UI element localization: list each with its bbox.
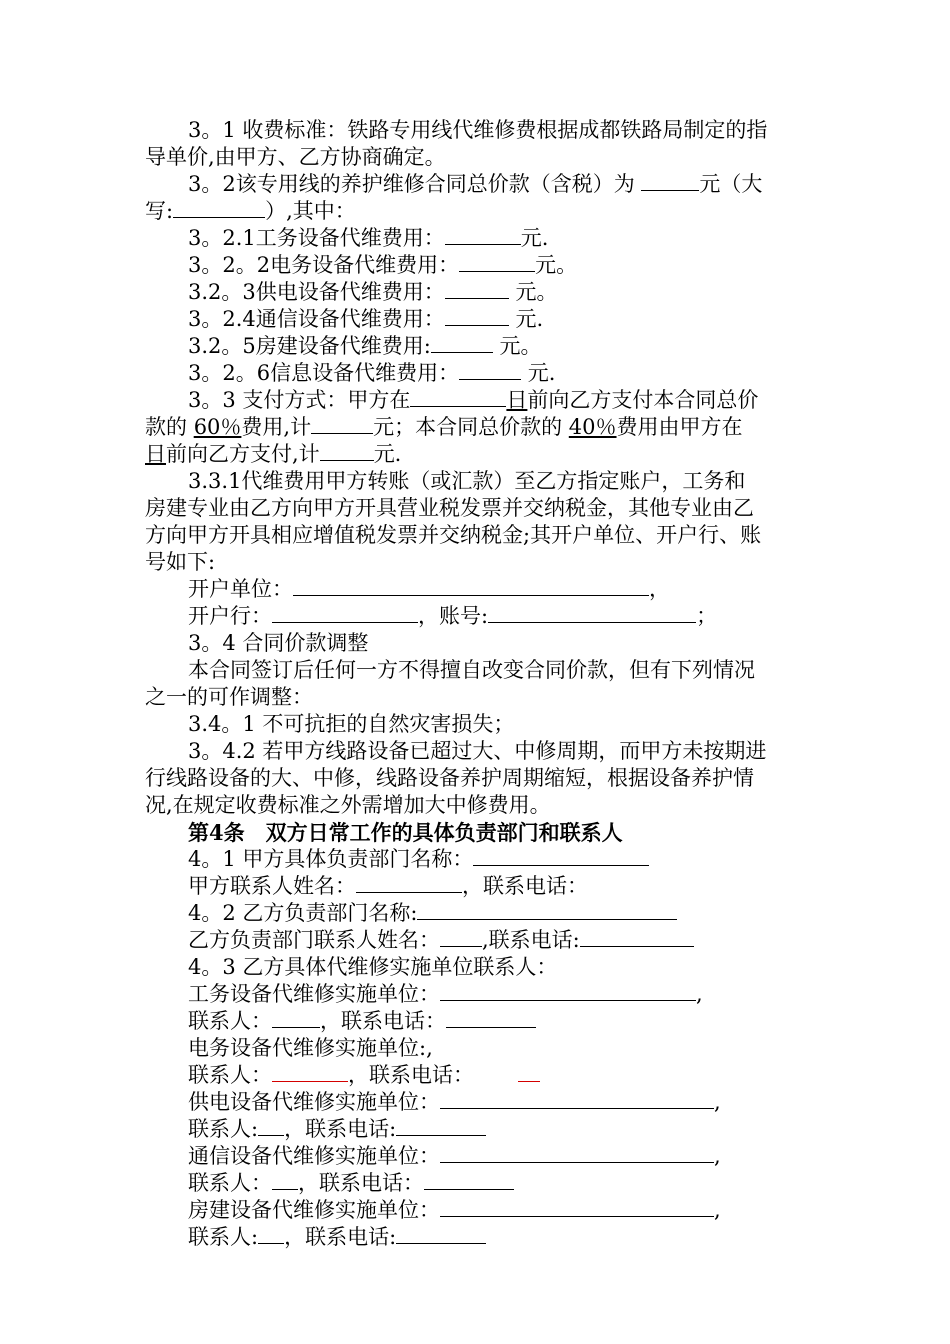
fee-blank — [431, 333, 493, 353]
party-b-contact-line: 乙方负责部门联系人姓名： ,联系电话: — [188, 927, 852, 954]
clause-3-2-6: 3。2。6信息设备代维费用： 元. — [188, 361, 556, 385]
clause-3-2-line2: 写: ）,其中： — [145, 199, 356, 223]
clause-3-2-2: 3。2。2电务设备代维费用： 元。 — [188, 253, 578, 277]
fee-blank — [459, 360, 521, 380]
clause-3-4-2-line2: 行线路设备的大、中修，线路设备养护周期缩短，根据设备养护情 — [145, 766, 754, 790]
clause-3-3-1-line2: 房建专业由乙方向甲方开具营业税发票并交纳税金，其他专业由乙 — [145, 496, 754, 520]
clause-3-3-line3: 日前向乙方支付,计 元. — [145, 442, 402, 466]
clause-3-3-1-line3: 方向甲方开具相应增值税发票并交纳税金;其开户单位、开户行、账 — [145, 523, 762, 547]
clause-3-3-1-line4: 号如下: — [145, 550, 216, 574]
clause-3-3-1-line1: 3.3.1代维费用甲方转账（或汇款）至乙方指定账户，工务和 — [188, 469, 746, 493]
clause-4-2: 4。2 乙方负责部门名称: — [188, 900, 852, 927]
amount-blank — [320, 441, 374, 461]
unit-blank — [440, 1143, 714, 1163]
bank-blank — [272, 603, 418, 623]
fee-blank — [459, 252, 535, 272]
clause-4-3: 4。3 乙方具体代维修实施单位联系人： — [188, 955, 558, 979]
clause-3-2-5: 3.2。5房建设备代维费用: 元。 — [188, 334, 542, 358]
name-blank — [440, 927, 482, 947]
phone-blank — [396, 1224, 486, 1244]
clause-3-2-line1: 3。2该专用线的养护维修合同总价款（含税）为 元（大 — [188, 172, 763, 196]
fangjian-contact-line: 联系人: ，联系电话: — [188, 1224, 852, 1251]
clause-3-4-1: 3.4。1 不可抗拒的自然灾害损失； — [188, 712, 515, 736]
name-blank — [272, 1062, 348, 1082]
clause-4-1: 4。1 甲方具体负责部门名称： — [188, 846, 852, 873]
fee-blank — [445, 279, 509, 299]
dept-name-blank — [417, 900, 677, 920]
party-a-contact-line: 甲方联系人姓名： ，联系电话： — [188, 874, 588, 898]
fee-blank — [445, 225, 521, 245]
clause-3-2-3: 3.2。3供电设备代维费用： 元。 — [188, 280, 558, 304]
dianwu-contact-line: 联系人： ，联系电话： — [188, 1062, 852, 1089]
amount-blank — [311, 414, 373, 434]
clause-3-1-line1: 3。1 收费标准：铁路专用线代维修费根据成都铁路局制定的指 — [188, 118, 768, 142]
clause-3-3-line2: 款的 60％费用,计 元；本合同总价款的 40％费用由甲方在 — [145, 415, 743, 439]
clause-3-2-4: 3。2.4通信设备代维费用： 元. — [188, 307, 544, 331]
clause-3-3-line1: 3。3 支付方式：甲方在 日前向乙方支付本合同总价 — [188, 388, 759, 412]
name-blank — [258, 1116, 284, 1136]
clause-3-2-1: 3。2.1工务设备代维费用： 元. — [188, 226, 549, 250]
phone-blank — [424, 1170, 514, 1190]
phone-blank — [518, 1062, 540, 1082]
gongdian-contact-line: 联系人: ，联系电话: — [188, 1116, 852, 1143]
gongwu-unit-line: 工务设备代维修实施单位： , — [188, 982, 703, 1006]
article-4-heading: 第4条 双方日常工作的具体负责部门和联系人 — [188, 820, 623, 845]
gongwu-contact-line: 联系人： ，联系电话： — [188, 1008, 852, 1035]
clause-3-1-line2: 导单价,由甲方、乙方协商确定。 — [145, 145, 446, 169]
phone-blank — [446, 1008, 536, 1028]
clause-3-4-2-line1: 3。4.2 若甲方线路设备已超过大、中修周期，而甲方未按期进 — [188, 739, 767, 763]
account-number-blank — [488, 603, 696, 623]
total-price-words-blank — [173, 198, 265, 218]
phone-blank — [396, 1116, 486, 1136]
unit-blank — [440, 1197, 714, 1217]
dianwu-unit-line: 电务设备代维修实施单位:, — [188, 1036, 433, 1060]
account-unit-blank — [293, 576, 649, 596]
tongxin-unit-line: 通信设备代维修实施单位： , — [188, 1144, 721, 1168]
name-blank — [272, 1008, 320, 1028]
unit-blank — [440, 981, 696, 1001]
account-bank-line: 开户行： ，账号: ； — [188, 604, 718, 628]
clause-3-4-2-line3: 况,在规定收费标准之外需增加大中修费用。 — [145, 793, 551, 817]
total-price-blank — [641, 171, 699, 191]
dept-name-blank — [473, 846, 649, 866]
name-blank — [272, 1170, 298, 1190]
clause-3-4-para-line2: 之一的可作调整： — [145, 685, 313, 709]
clause-3-4-heading: 3。4 合同价款调整 — [188, 631, 369, 655]
name-blank — [258, 1224, 284, 1244]
date-blank — [410, 387, 506, 407]
tongxin-contact-line: 联系人： ，联系电话： — [188, 1170, 852, 1197]
clause-3-4-para-line1: 本合同签订后任何一方不得擅自改变合同价款，但有下列情况 — [188, 658, 755, 682]
phone-blank — [580, 927, 694, 947]
unit-blank — [440, 1089, 714, 1109]
name-blank — [356, 873, 462, 893]
account-unit-line: 开户单位： ， — [188, 577, 670, 601]
gongdian-unit-line: 供电设备代维修实施单位： , — [188, 1090, 721, 1114]
fee-blank — [445, 306, 509, 326]
fangjian-unit-line: 房建设备代维修实施单位： , — [188, 1198, 721, 1222]
